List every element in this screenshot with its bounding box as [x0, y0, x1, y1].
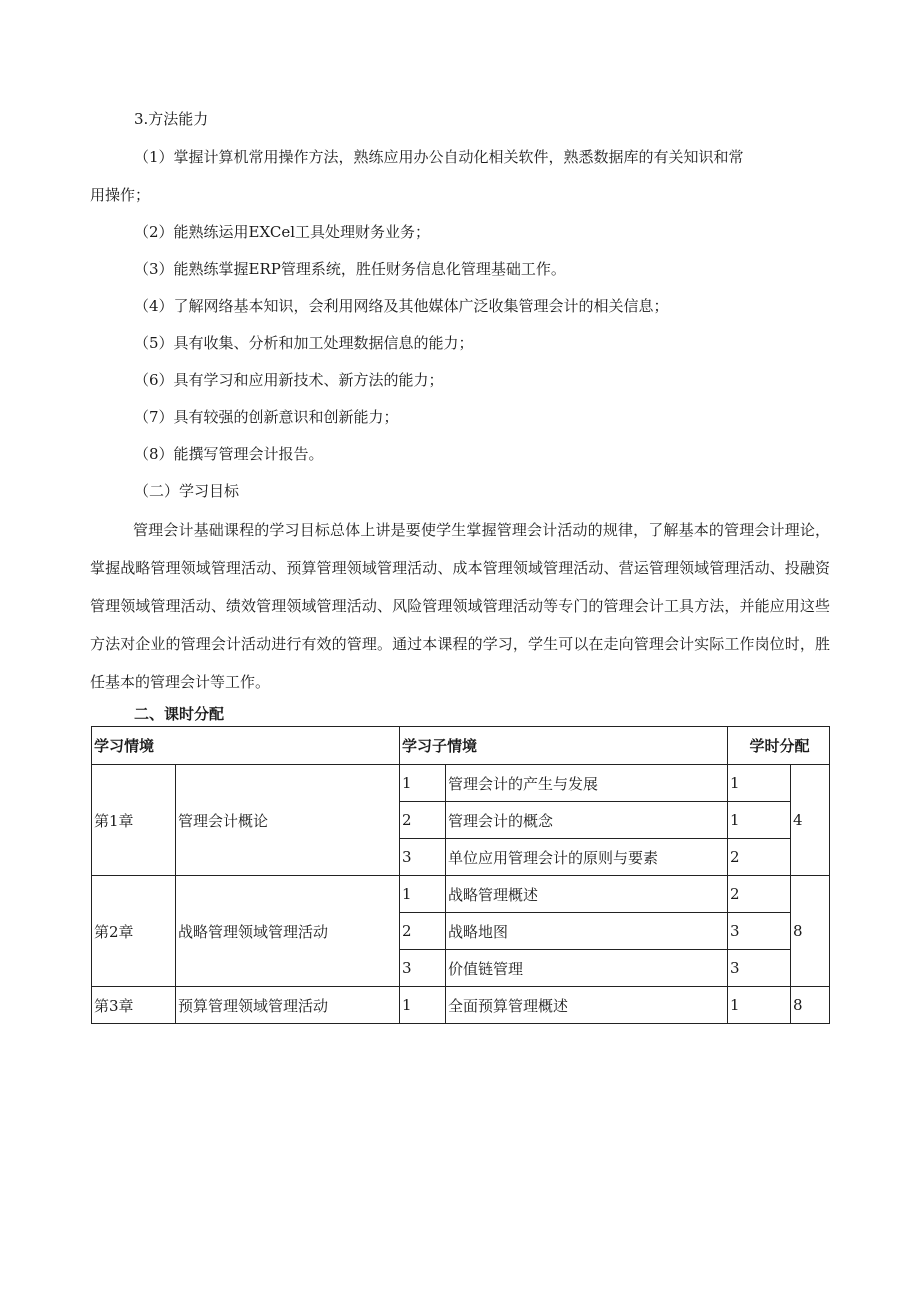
ability-item-5: （5）具有收集、分析和加工处理数据信息的能力； [134, 334, 474, 352]
ability-item-4: （4）了解网络基本知识，会利用网络及其他媒体广泛收集管理会计的相关信息； [134, 297, 669, 315]
sub-hours-cell: 1 [728, 987, 791, 1024]
chapter-cell: 第1章 [92, 765, 176, 876]
sub-name-cell: 全面预算管理概述 [446, 987, 728, 1024]
ability-item-6: （6）具有学习和应用新技术、新方法的能力； [134, 371, 444, 389]
sub-name-cell: 战略管理概述 [446, 876, 728, 913]
sub-no-cell: 1 [400, 987, 446, 1024]
goals-paragraph: 管理会计基础课程的学习目标总体上讲是要使学生掌握管理会计活动的规律，了解基本的管理会计理论，掌握战略管理领域管理活动、预算管理领域管理活动、成本管理领域管理活动、营运管理领域管理活动、投融资管理领域管理活动、绩效管理领域管理活动、风险管理领域管理活动等专门的管理会计工具方法，并能应用这些方法对企业的管理会计活动进行有效的管理。通过本课程的学习，学生可以在走向管理会计实际工作岗位时，胜任基本的管理会计等工作。 [90, 521, 830, 691]
ability-item-2: （2）能熟练运用EXCel工具处理财务业务； [134, 223, 431, 241]
table-row [92, 765, 830, 802]
sub-no-cell: 3 [400, 839, 446, 876]
ability-item-7: （7）具有较强的创新意识和创新能力； [134, 408, 399, 426]
chapter-total-cell: 8 [791, 987, 830, 1024]
sub-name-cell: 价值链管理 [446, 950, 728, 987]
schedule-heading: 二、课时分配 [134, 705, 225, 723]
chapter-total-cell: 8 [791, 876, 830, 987]
chapter-total-cell: 4 [791, 765, 830, 876]
chapter-title-cell: 管理会计概论 [176, 765, 400, 876]
ability-item-8: （8）能撰写管理会计报告。 [134, 445, 324, 463]
header-hours: 学时分配 [728, 727, 830, 765]
sub-name-cell: 战略地图 [446, 913, 728, 950]
schedule-table [91, 726, 830, 1024]
goals-heading: （二）学习目标 [134, 482, 240, 500]
sub-name-cell: 单位应用管理会计的原则与要素 [446, 839, 728, 876]
sub-no-cell: 2 [400, 913, 446, 950]
header-situation: 学习情境 [92, 727, 400, 765]
ability-item-1-cont: 用操作； [90, 186, 151, 204]
table-row [92, 987, 830, 1024]
ability-item-1: （1）掌握计算机常用操作方法，熟练应用办公自动化相关软件，熟悉数据库的有关知识和常 [134, 148, 744, 166]
chapter-cell: 第2章 [92, 876, 176, 987]
table-row [92, 876, 830, 913]
sub-hours-cell: 2 [728, 876, 791, 913]
chapter-title-cell: 预算管理领域管理活动 [176, 987, 400, 1024]
sub-hours-cell: 1 [728, 765, 791, 802]
sub-no-cell: 2 [400, 802, 446, 839]
sub-hours-cell: 3 [728, 950, 791, 987]
ability-item-3: （3）能熟练掌握ERP管理系统，胜任财务信息化管理基础工作。 [134, 260, 566, 278]
sub-name-cell: 管理会计的概念 [446, 802, 728, 839]
sub-hours-cell: 1 [728, 802, 791, 839]
sub-no-cell: 3 [400, 950, 446, 987]
chapter-title-cell: 战略管理领域管理活动 [176, 876, 400, 987]
header-sub-situation: 学习子情境 [400, 727, 728, 765]
section-heading-method-ability: 3.方法能力 [134, 110, 209, 128]
sub-hours-cell: 2 [728, 839, 791, 876]
table-header-row [92, 727, 830, 765]
sub-hours-cell: 3 [728, 913, 791, 950]
sub-no-cell: 1 [400, 876, 446, 913]
sub-name-cell: 管理会计的产生与发展 [446, 765, 728, 802]
sub-no-cell: 1 [400, 765, 446, 802]
chapter-cell: 第3章 [92, 987, 176, 1024]
